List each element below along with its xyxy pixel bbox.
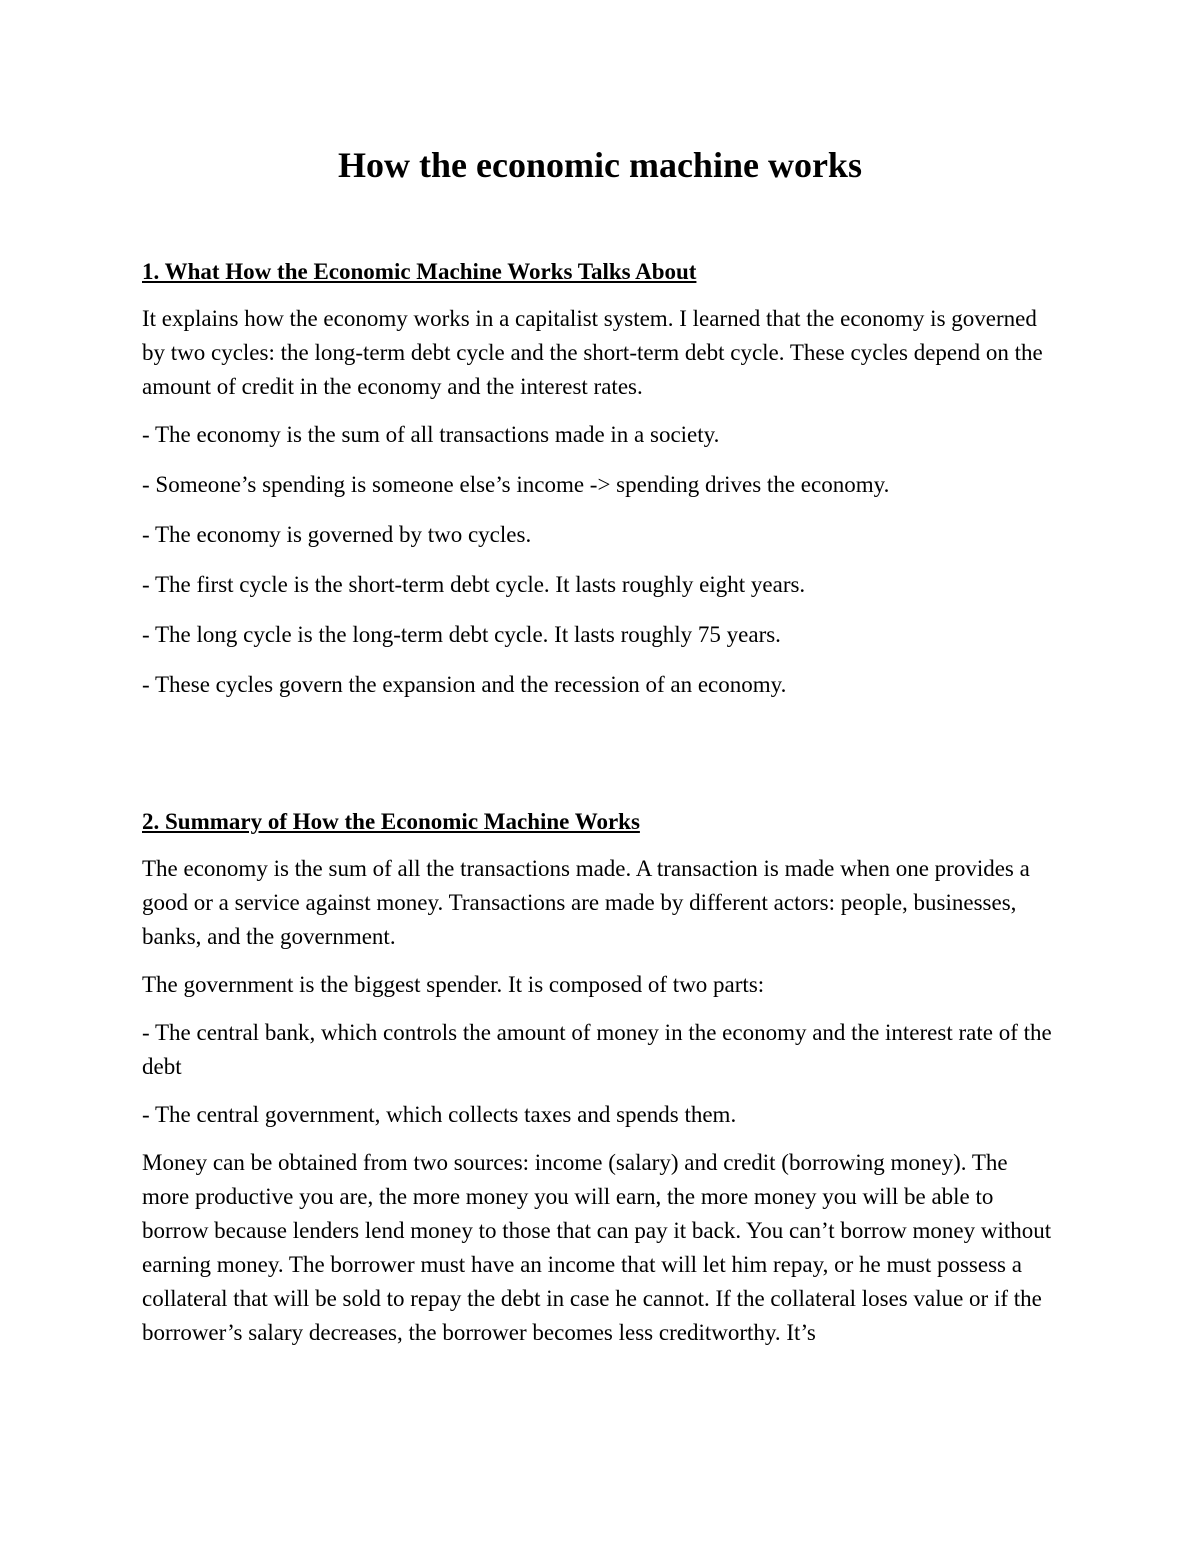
section-2-heading: 2. Summary of How the Economic Machine Works [142, 809, 640, 834]
bullet-item: - The central bank, which controls the amount of money in the economy and the interest rate of the debt [142, 1020, 1052, 1079]
section-2-paragraph-2: The government is the biggest spender. It is composed of two parts: [142, 972, 765, 997]
bullet-item: - These cycles govern the expansion and the recession of an economy. [142, 672, 787, 697]
bullet-item: - The central government, which collects taxes and spends them. [142, 1102, 737, 1127]
section-2-paragraph-3: Money can be obtained from two sources: income (salary) and credit (borrowing money). The more productive you are, the more money you will earn, the more money you will be able to borrow because lenders lend money to those that can pay it back. You can’t borrow money without earning money. The borrower must have an income that will let him repay, or he must possess a collateral that will be sold to repay the debt in case he cannot. If the collateral loses value or if the borrower’s salary decreases, the borrower becomes less creditworthy. It’s [142, 1150, 1052, 1345]
section-1-intro: It explains how the economy works in a capitalist system. I learned that the economy is governed by two cycles: the long-term debt cycle and the short-term debt cycle. These cycles depend on the amount of credit in the economy and the interest rates. [142, 306, 1043, 399]
section-what-it-talks-about [142, 256, 1057, 718]
bullet-item: - The economy is the sum of all transactions made in a society. [142, 422, 720, 447]
bullet-item: - The economy is governed by two cycles. [142, 522, 532, 547]
bullet-item: - Someone’s spending is someone else’s income -> spending drives the economy. [142, 472, 890, 497]
bullet-item: - The first cycle is the short-term debt cycle. It lasts roughly eight years. [142, 572, 806, 597]
document-title: How the economic machine works [338, 145, 862, 185]
bullet-item: - The long cycle is the long-term debt cycle. It lasts roughly 75 years. [142, 622, 781, 647]
section-1-heading: 1. What How the Economic Machine Works Talks About [142, 259, 697, 284]
section-summary [142, 806, 1057, 1364]
section-2-paragraph-1: The economy is the sum of all the transactions made. A transaction is made when one provides a good or a service against money. Transactions are made by different actors: people, businesses, banks, and the government. [142, 856, 1030, 949]
